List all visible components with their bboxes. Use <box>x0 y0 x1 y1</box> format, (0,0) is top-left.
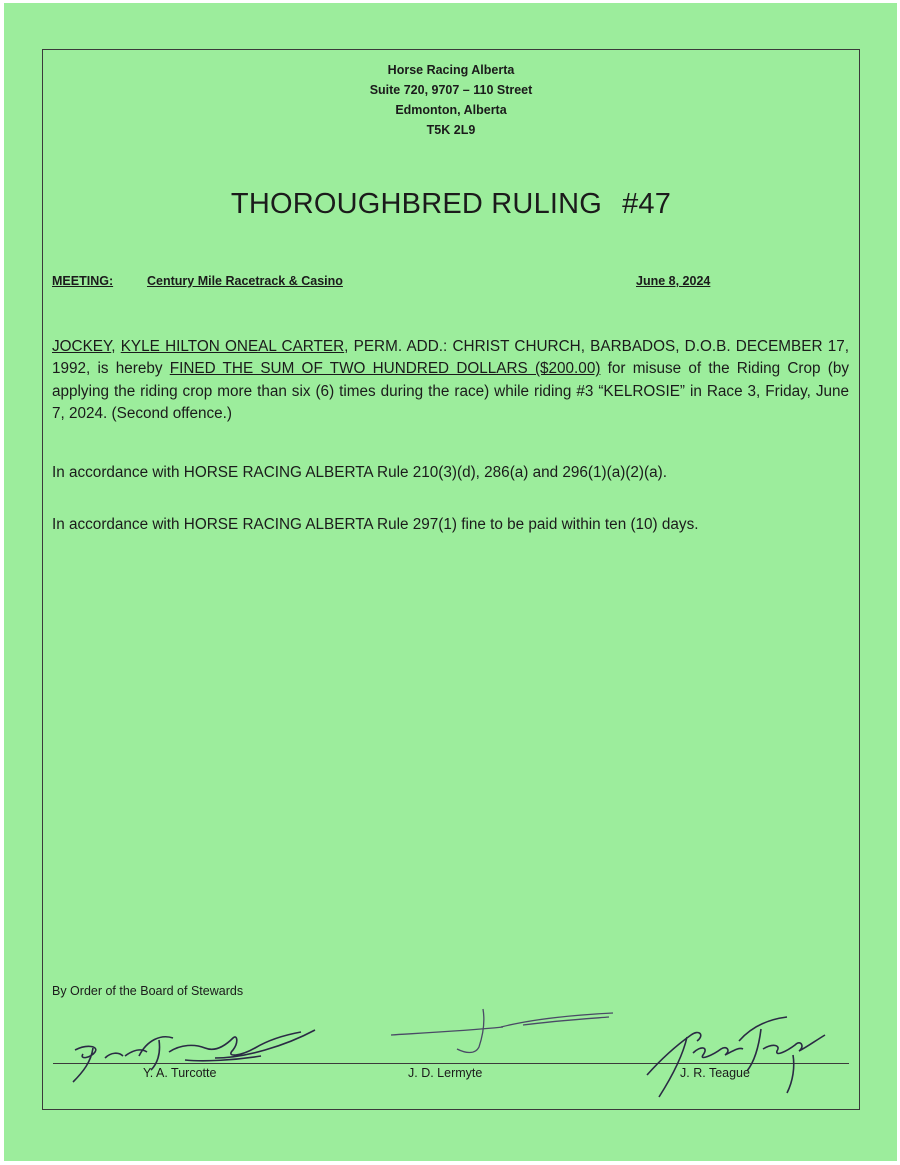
steward-lermyte: J. D. Lermyte <box>408 1066 483 1080</box>
ruling-text-b: for misuse of the Riding Crop (by applying the riding crop more than six (6) times during the race) while riding #3 “KELROSIE” in Race 3, Friday, June 7, 2024. (Second offence.) <box>52 360 849 423</box>
postal-code: T5K 2L9 <box>426 123 476 137</box>
ruling-sep: , <box>111 338 121 355</box>
ruling-title-text: THOROUGHBRED RULING <box>230 188 603 220</box>
steward-turcotte: Y. A. Turcotte <box>143 1066 217 1080</box>
jockey-name: KYLE HILTON ONEAL CARTER <box>120 338 345 355</box>
meeting-venue: Century Mile Racetrack & Casino <box>147 274 343 288</box>
street-address: Suite 720, 9707 – 110 Street <box>369 83 533 97</box>
ruling-paragraph <box>52 336 849 426</box>
org-name: Horse Racing Alberta <box>387 63 515 77</box>
ruling-role: JOCKEY <box>52 338 112 355</box>
ruling-text-a: , PERM. ADD.: CHRIST CHURCH, BARBADOS, D.O.B. DECEMBER 17, 1992, is hereby <box>52 338 850 378</box>
meeting-label: MEETING: <box>52 274 114 288</box>
letterhead <box>43 60 859 140</box>
rule-reference-1: In accordance with HORSE RACING ALBERTA Rule 210(3)(d), 286(a) and 296(1)(a)(2)(a). <box>52 464 667 481</box>
by-order-text: By Order of the Board of Stewards <box>52 984 244 998</box>
fine-amount: FINED THE SUM OF TWO HUNDRED DOLLARS ($200.00) <box>169 360 601 378</box>
ruling-title <box>43 188 859 221</box>
steward-teague: J. R. Teague <box>680 1066 750 1080</box>
lermyte-signature <box>383 1005 623 1065</box>
ruling-number: #47 <box>622 188 672 220</box>
city-province: Edmonton, Alberta <box>395 103 507 117</box>
rule-reference-2: In accordance with HORSE RACING ALBERTA Rule 297(1) fine to be paid within ten (10) days. <box>52 516 699 533</box>
document-page <box>4 3 897 1161</box>
meeting-date: June 8, 2024 <box>636 274 711 288</box>
teague-signature <box>643 1005 833 1105</box>
document-frame <box>42 49 860 1110</box>
